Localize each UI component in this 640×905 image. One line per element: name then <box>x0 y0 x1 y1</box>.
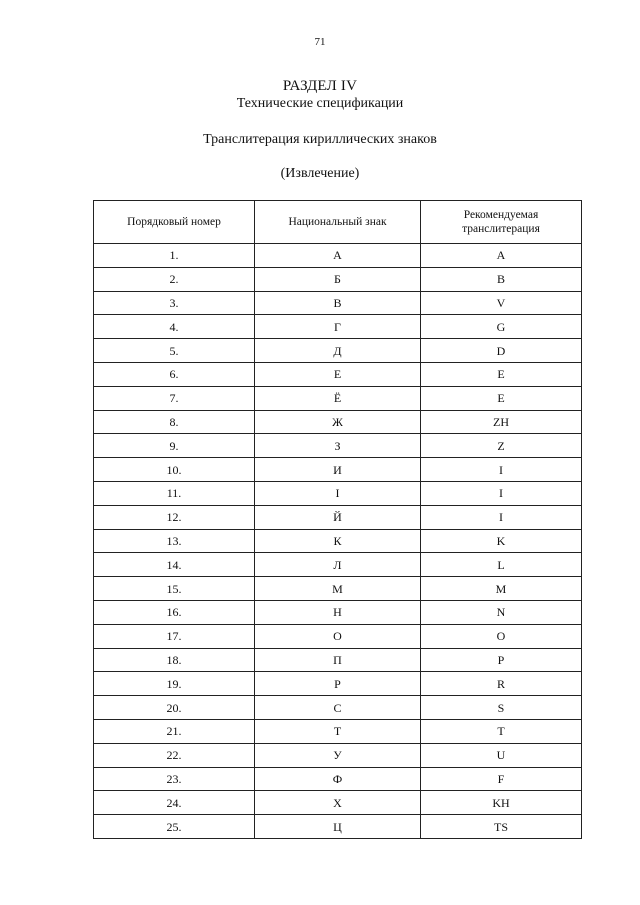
table-row <box>94 362 582 386</box>
table-row <box>94 481 582 505</box>
national-character-cell: Е <box>255 362 421 386</box>
table-row <box>94 600 582 624</box>
order-number-cell: 6. <box>94 362 255 386</box>
table-row <box>94 339 582 363</box>
transliteration-cell: E <box>421 362 582 386</box>
table-row <box>94 767 582 791</box>
national-character-cell: Р <box>255 672 421 696</box>
order-number-cell: 3. <box>94 291 255 315</box>
table-body <box>94 244 582 839</box>
transliteration-cell: Z <box>421 434 582 458</box>
table-row <box>94 743 582 767</box>
table-row <box>94 291 582 315</box>
national-character-cell: Ё <box>255 386 421 410</box>
order-number-cell: 11. <box>94 481 255 505</box>
table-row <box>94 624 582 648</box>
national-character-cell: Н <box>255 600 421 624</box>
header-recommended-transliteration <box>421 201 582 244</box>
order-number-cell: 12. <box>94 505 255 529</box>
order-number-cell: 8. <box>94 410 255 434</box>
table-row <box>94 505 582 529</box>
table-row <box>94 315 582 339</box>
transliteration-table-container <box>93 200 581 839</box>
transliteration-cell: G <box>421 315 582 339</box>
order-number-cell: 7. <box>94 386 255 410</box>
transliteration-cell: E <box>421 386 582 410</box>
national-character-cell: Т <box>255 719 421 743</box>
transliteration-cell: U <box>421 743 582 767</box>
national-character-cell: Й <box>255 505 421 529</box>
document-title: Транслитерация кириллических знаков <box>203 132 437 147</box>
order-number-cell: 10. <box>94 458 255 482</box>
transliteration-cell: P <box>421 648 582 672</box>
national-character-cell: К <box>255 529 421 553</box>
transliteration-cell: O <box>421 624 582 648</box>
table-row <box>94 696 582 720</box>
transliteration-cell: T <box>421 719 582 743</box>
national-character-cell: О <box>255 624 421 648</box>
national-character-cell: I <box>255 481 421 505</box>
order-number-cell: 18. <box>94 648 255 672</box>
national-character-cell: У <box>255 743 421 767</box>
transliteration-cell: B <box>421 267 582 291</box>
section-title: РАЗДЕЛ IV <box>282 78 358 94</box>
header-recommended-line2: транслитерация <box>462 223 540 235</box>
transliteration-cell: V <box>421 291 582 315</box>
transliteration-cell: S <box>421 696 582 720</box>
order-number-cell: 23. <box>94 767 255 791</box>
table-row <box>94 577 582 601</box>
transliteration-cell: K <box>421 529 582 553</box>
national-character-cell: Г <box>255 315 421 339</box>
table-row <box>94 648 582 672</box>
national-character-cell: М <box>255 577 421 601</box>
transliteration-cell: R <box>421 672 582 696</box>
national-character-cell: В <box>255 291 421 315</box>
order-number-cell: 4. <box>94 315 255 339</box>
national-character-cell: З <box>255 434 421 458</box>
transliteration-cell: I <box>421 458 582 482</box>
national-character-cell: Л <box>255 553 421 577</box>
transliteration-cell: F <box>421 767 582 791</box>
table-row <box>94 791 582 815</box>
transliteration-cell: TS <box>421 815 582 839</box>
table-row <box>94 410 582 434</box>
transliteration-cell: D <box>421 339 582 363</box>
national-character-cell: П <box>255 648 421 672</box>
order-number-cell: 19. <box>94 672 255 696</box>
national-character-cell: Б <box>255 267 421 291</box>
extract-note: (Извлечение) <box>280 166 360 181</box>
table-row <box>94 672 582 696</box>
order-number-cell: 20. <box>94 696 255 720</box>
order-number-cell: 9. <box>94 434 255 458</box>
section-subtitle: Технические спецификации <box>236 96 404 111</box>
transliteration-cell: ZH <box>421 410 582 434</box>
table-row <box>94 434 582 458</box>
transliteration-cell: I <box>421 481 582 505</box>
table-row <box>94 815 582 839</box>
table-row <box>94 244 582 268</box>
national-character-cell: Х <box>255 791 421 815</box>
national-character-cell: Д <box>255 339 421 363</box>
page-number: 71 <box>314 36 326 48</box>
order-number-cell: 22. <box>94 743 255 767</box>
transliteration-table <box>93 200 582 839</box>
table-row <box>94 553 582 577</box>
national-character-cell: С <box>255 696 421 720</box>
header-national-character: Национальный знак <box>255 201 421 244</box>
national-character-cell: Ж <box>255 410 421 434</box>
table-header-row <box>94 201 582 244</box>
table-row <box>94 529 582 553</box>
order-number-cell: 14. <box>94 553 255 577</box>
order-number-cell: 21. <box>94 719 255 743</box>
transliteration-cell: N <box>421 600 582 624</box>
national-character-cell: Ц <box>255 815 421 839</box>
transliteration-cell: M <box>421 577 582 601</box>
header-order-number: Порядковый номер <box>94 201 255 244</box>
table-row <box>94 458 582 482</box>
transliteration-cell: A <box>421 244 582 268</box>
transliteration-cell: KH <box>421 791 582 815</box>
header-recommended-line1: Рекомендуемая <box>463 209 539 221</box>
transliteration-cell: I <box>421 505 582 529</box>
transliteration-cell: L <box>421 553 582 577</box>
order-number-cell: 16. <box>94 600 255 624</box>
order-number-cell: 2. <box>94 267 255 291</box>
order-number-cell: 13. <box>94 529 255 553</box>
national-character-cell: А <box>255 244 421 268</box>
table-row <box>94 719 582 743</box>
order-number-cell: 24. <box>94 791 255 815</box>
national-character-cell: Ф <box>255 767 421 791</box>
table-row <box>94 386 582 410</box>
order-number-cell: 25. <box>94 815 255 839</box>
national-character-cell: И <box>255 458 421 482</box>
order-number-cell: 1. <box>94 244 255 268</box>
order-number-cell: 5. <box>94 339 255 363</box>
table-row <box>94 267 582 291</box>
order-number-cell: 15. <box>94 577 255 601</box>
order-number-cell: 17. <box>94 624 255 648</box>
